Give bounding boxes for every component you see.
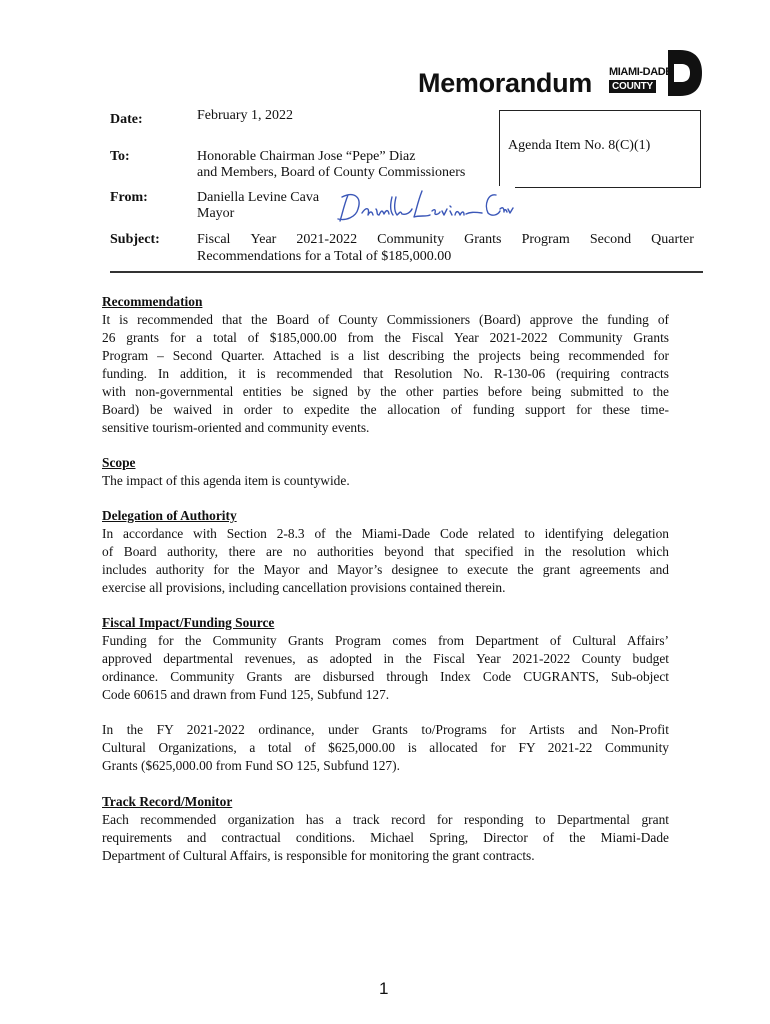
date-value: February 1, 2022 xyxy=(197,108,294,123)
body-line: The impact of this agenda item is countywide. xyxy=(102,473,350,488)
to-label: To: xyxy=(110,149,130,164)
body-line: Department of Cultural Affairs, is responsible for monitoring the grant contracts. xyxy=(102,848,535,863)
to-value xyxy=(197,149,465,181)
agenda-item-number: Agenda Item No. 8(C)(1) xyxy=(508,138,651,153)
subject-word: 2021-2022 xyxy=(296,232,358,247)
subject-label: Subject: xyxy=(110,232,160,247)
mayor-signature xyxy=(336,187,516,227)
section-heading: Scope xyxy=(102,455,136,470)
body-line: includes authority for the Mayor and Mayor’s designee to execute the grant agreements and xyxy=(102,562,669,577)
section-heading: Track Record/Monitor xyxy=(102,794,233,809)
subject-word: Grants xyxy=(464,232,502,247)
body-line: approved departmental revenues, as adopted in the Fiscal Year 2021-2022 County budget xyxy=(102,651,669,666)
section-recommendation xyxy=(102,293,669,437)
subject-word: Community xyxy=(377,232,445,247)
section-heading: Recommendation xyxy=(102,294,203,309)
section-delegation xyxy=(102,507,669,597)
to-line: Honorable Chairman Jose “Pepe” Diaz xyxy=(197,149,416,164)
body-line: In the FY 2021-2022 ordinance, under Grants to/Programs for Artists and Non-Profit xyxy=(102,722,669,737)
body-line: exercise all provisions, including cancellation provisions contained therein. xyxy=(102,580,506,595)
section-track-record xyxy=(102,793,669,865)
body-line: ordinance. Community Grants are disbursed through Index Code CUGRANTS, Sub-object xyxy=(102,669,669,684)
section-ordinance xyxy=(102,721,669,775)
from-value xyxy=(197,190,319,222)
body-line: Each recommended organization has a track record for responding to Departmental grant xyxy=(102,812,669,827)
subject-word: Fiscal xyxy=(197,232,231,247)
section-scope xyxy=(102,454,669,490)
body-line: of Board authority, there are no authorities beyond that specified in the resolution which xyxy=(102,544,669,559)
subject-word: Year xyxy=(250,232,277,247)
body-line: Funding for the Community Grants Program comes from Department of Cultural Affairs’ xyxy=(102,633,669,648)
date-label: Date: xyxy=(110,112,143,127)
body-line: with non-governmental entities be signed by the other parties before being submitted to the xyxy=(102,384,669,399)
body-line: requirements and contractual conditions. Michael Spring, Director of the Miami-Dade xyxy=(102,830,669,845)
body-line: sensitive tourism-oriented and community events. xyxy=(102,420,370,435)
body-line: funding. In addition, it is recommended that Resolution No. R-130-06 (requiring contracts xyxy=(102,366,669,381)
body-line: 26 grants for a total of $185,000.00 from the Fiscal Year 2021-2022 Community Grants xyxy=(102,330,669,345)
from-line: Mayor xyxy=(197,206,235,221)
page-number: 1 xyxy=(379,979,389,998)
memo-title: Memorandum xyxy=(418,68,593,98)
agenda-item-box xyxy=(499,110,701,188)
subject-line1 xyxy=(197,231,694,248)
from-label: From: xyxy=(110,190,148,205)
subject-word: Program xyxy=(521,232,570,247)
section-heading: Fiscal Impact/Funding Source xyxy=(102,615,275,630)
subject-line2: Recommendations for a Total of $185,000.00 xyxy=(197,249,452,264)
section-fiscal-impact xyxy=(102,614,669,704)
body-line: In accordance with Section 2-8.3 of the Miami-Dade Code related to identifying delegation xyxy=(102,526,669,541)
body-line: Grants ($625,000.00 from Fund SO 125, Subfund 127). xyxy=(102,758,400,773)
body-line: Code 60615 and drawn from Fund 125, Subfund 127. xyxy=(102,687,390,702)
from-line: Daniella Levine Cava xyxy=(197,190,320,205)
subject-word: Second xyxy=(589,232,632,247)
subject-word: Quarter xyxy=(651,232,694,247)
subject-value xyxy=(197,231,694,265)
body-line: Board) be waived in order to expedite the allocation of funding support for these time- xyxy=(102,402,669,417)
body-line: Cultural Organizations, a total of $625,000.00 is allocated for FY 2021-22 Community xyxy=(102,740,669,755)
to-line: and Members, Board of County Commissioners xyxy=(197,165,466,180)
body-line: It is recommended that the Board of County Commissioners (Board) approve the funding of xyxy=(102,312,669,327)
section-heading: Delegation of Authority xyxy=(102,508,237,523)
logo-line2: COUNTY xyxy=(609,80,656,93)
header-divider xyxy=(110,271,703,273)
body-line: Program – Second Quarter. Attached is a list describing the projects being recommended for xyxy=(102,348,669,363)
logo-line1: MIAMI-DADE xyxy=(609,66,673,78)
miami-dade-logo xyxy=(609,50,701,96)
